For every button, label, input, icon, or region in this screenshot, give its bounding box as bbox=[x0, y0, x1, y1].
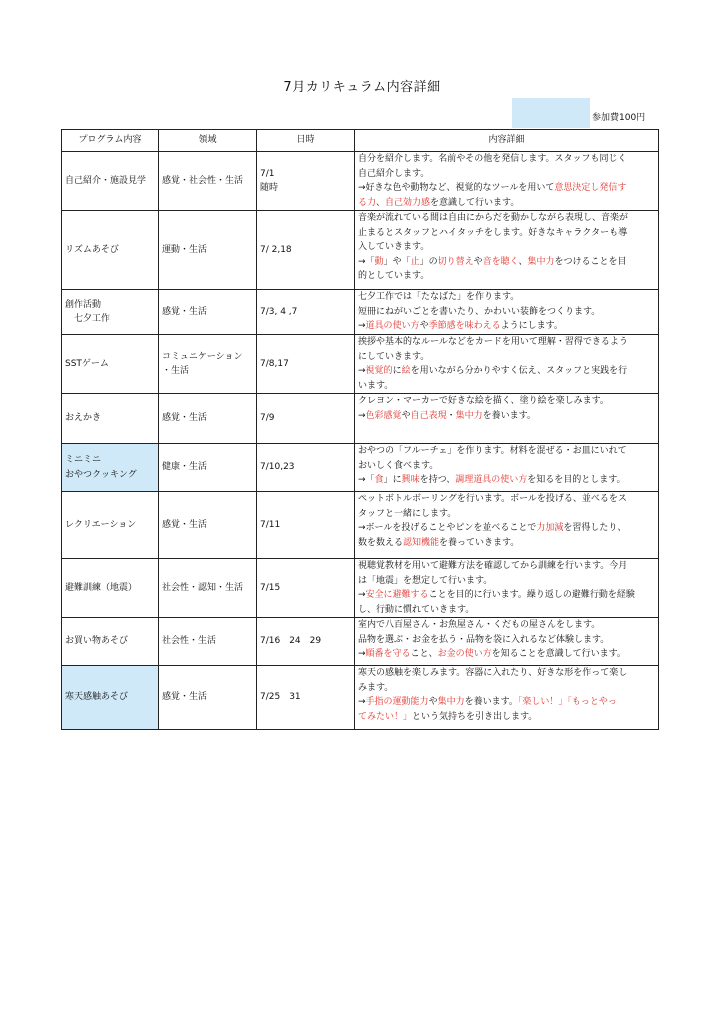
highlight-text: 認知機能 bbox=[403, 537, 440, 548]
detail-line bbox=[358, 459, 655, 474]
highlight-text: 「楽しい！」「もっとやっ bbox=[517, 697, 617, 707]
date-cell bbox=[257, 666, 355, 730]
detail-line bbox=[358, 647, 655, 662]
detail-text: →ボールを投げることやピンを並べることで bbox=[358, 523, 537, 533]
date-cell bbox=[257, 211, 355, 290]
cell-line: 避難訓練（地震） bbox=[65, 582, 138, 593]
detail-line bbox=[358, 226, 655, 241]
header-domain: 領域 bbox=[159, 130, 257, 152]
cell-line: 感覚・社会性・生活 bbox=[162, 175, 244, 186]
table-row bbox=[62, 444, 659, 492]
cell-line: ミニミニ bbox=[65, 455, 102, 465]
domain-cell bbox=[159, 152, 257, 211]
detail-text: を養います。 bbox=[482, 410, 536, 421]
domain-cell bbox=[159, 559, 257, 618]
detail-line bbox=[358, 681, 655, 696]
cell-line: おやつクッキング bbox=[65, 469, 137, 480]
detail-text: います。 bbox=[358, 380, 394, 391]
cell-line: 7/ 2,18 bbox=[260, 244, 292, 255]
highlight-text: 絵 bbox=[401, 366, 411, 376]
curriculum-table bbox=[61, 129, 659, 730]
cell-line: 随時 bbox=[260, 183, 279, 193]
detail-cell bbox=[355, 666, 659, 730]
table-row bbox=[62, 618, 659, 666]
detail-text: → bbox=[358, 366, 366, 376]
detail-text: みます。 bbox=[358, 682, 394, 693]
highlight-text: 自己効力感 bbox=[385, 197, 431, 208]
cell-line: 感覚・生活 bbox=[162, 692, 208, 703]
detail-text: 挨拶や基本的なルールなどをカードを用いて理解・習得できるよう bbox=[358, 337, 628, 347]
detail-text: 視聴覚教材を用いて避難方法を確認してから訓練を行います。今月 bbox=[358, 561, 628, 571]
table-header-row bbox=[62, 130, 659, 152]
highlight-text: 道具の使い方 bbox=[365, 321, 420, 331]
detail-line bbox=[358, 255, 655, 270]
detail-cell bbox=[355, 152, 659, 211]
detail-text: 自己紹介します。 bbox=[358, 168, 430, 179]
detail-text: を養っていきます。 bbox=[439, 537, 520, 548]
detail-text: を意識して行います。 bbox=[430, 197, 520, 208]
date-cell bbox=[257, 394, 355, 444]
detail-text: → bbox=[358, 590, 366, 600]
program-cell bbox=[62, 666, 159, 730]
detail-text: 」の bbox=[419, 256, 438, 267]
domain-cell bbox=[159, 290, 257, 335]
domain-cell bbox=[159, 618, 257, 666]
detail-text: や bbox=[401, 410, 411, 421]
cell-line: コミュニケーション bbox=[162, 351, 243, 362]
domain-cell bbox=[159, 444, 257, 492]
detail-line bbox=[358, 409, 655, 424]
cell-line: 感覚・生活 bbox=[162, 306, 208, 317]
detail-text: 自分を紹介します。名前やその他を発信します。スタッフも同じく bbox=[358, 154, 627, 164]
cell-line: 創作活動 bbox=[65, 299, 102, 310]
program-cell bbox=[62, 152, 159, 211]
cell-line: 7/16 24 29 bbox=[260, 636, 322, 647]
detail-line bbox=[358, 319, 655, 334]
detail-cell bbox=[355, 559, 659, 618]
program-cell bbox=[62, 394, 159, 444]
cell-line: リズムあそび bbox=[65, 244, 119, 255]
highlight-text: 季節感を味わえる bbox=[428, 321, 501, 331]
cell-line: 社会性・生活 bbox=[162, 636, 217, 647]
highlight-text: 順番を守る bbox=[365, 649, 411, 659]
detail-line bbox=[358, 394, 655, 409]
cell-line: 運動・生活 bbox=[162, 244, 208, 255]
detail-text: → bbox=[358, 321, 366, 331]
date-cell bbox=[257, 618, 355, 666]
detail-text: に bbox=[392, 366, 402, 376]
detail-text: をつけることを目 bbox=[554, 256, 627, 267]
detail-text: ことを目的に行います。繰り返しの避難行動を経験 bbox=[428, 590, 635, 600]
detail-line bbox=[358, 536, 655, 551]
highlight-text: 興味 bbox=[401, 475, 420, 485]
table-row bbox=[62, 559, 659, 618]
header-date: 日時 bbox=[257, 130, 355, 152]
highlight-text: 止 bbox=[410, 256, 420, 267]
detail-text: おやつの「フルーチェ」を作ります。材料を混ぜる・お皿にいれて bbox=[358, 446, 627, 456]
detail-text: 短冊にねがいごとを書いたり、かわいい装飾をつくります。 bbox=[358, 306, 601, 317]
detail-cell bbox=[355, 211, 659, 290]
table-row bbox=[62, 211, 659, 290]
detail-line bbox=[358, 666, 655, 681]
page-title: 7月カリキュラム内容詳細 bbox=[283, 80, 441, 95]
cell-line: 7/8,17 bbox=[260, 358, 289, 369]
detail-line bbox=[358, 364, 655, 379]
detail-cell bbox=[355, 290, 659, 335]
table-row bbox=[62, 152, 659, 211]
table-row bbox=[62, 394, 659, 444]
detail-text: を持つ、 bbox=[419, 475, 456, 485]
program-cell bbox=[62, 559, 159, 618]
detail-line bbox=[358, 633, 655, 648]
detail-line bbox=[358, 588, 655, 603]
detail-text: → bbox=[358, 697, 366, 707]
table-row bbox=[62, 290, 659, 335]
detail-text: ペットボトルボーリングを行います。ボールを投げる、並べるをス bbox=[358, 494, 627, 504]
detail-text: は「地震」を想定して行います。 bbox=[358, 575, 493, 586]
highlight-text: 自己表現 bbox=[410, 410, 447, 421]
highlight-text: 安全に避難する bbox=[365, 590, 429, 600]
header-detail: 内容詳細 bbox=[355, 130, 659, 152]
domain-cell bbox=[159, 394, 257, 444]
table-row bbox=[62, 335, 659, 394]
detail-line bbox=[358, 290, 655, 305]
detail-line bbox=[358, 507, 655, 522]
detail-text: →好きな色や動物など、視覚的なツールを用いて bbox=[358, 183, 555, 193]
detail-text: 音楽が流れている間は自由にからだを動かしながら表現し、音楽が bbox=[358, 213, 629, 223]
detail-line bbox=[358, 618, 655, 633]
cell-line: 7/15 bbox=[260, 582, 281, 593]
detail-line bbox=[358, 444, 655, 459]
detail-text: という気持ちを引き出します。 bbox=[412, 711, 538, 722]
detail-line bbox=[358, 240, 655, 255]
fee-highlight-box bbox=[512, 98, 590, 128]
cell-line: 7/25 31 bbox=[260, 692, 301, 703]
detail-cell bbox=[355, 335, 659, 394]
program-cell bbox=[62, 492, 159, 559]
detail-text: 寒天の感触を楽しみます。容器に入れたり、好きな形を作って楽し bbox=[358, 668, 628, 678]
highlight-text: 色彩感覚 bbox=[365, 410, 402, 421]
detail-text: 入していきます。 bbox=[358, 242, 430, 252]
detail-text: こと、 bbox=[410, 649, 438, 659]
detail-text: 数を数える bbox=[358, 537, 404, 548]
highlight-text: 力加減 bbox=[536, 523, 564, 533]
program-cell bbox=[62, 290, 159, 335]
domain-cell bbox=[159, 666, 257, 730]
cell-line: 感覚・生活 bbox=[162, 413, 208, 424]
detail-text: を知るを目的とします。 bbox=[527, 475, 626, 485]
detail-line bbox=[358, 181, 655, 196]
detail-line bbox=[358, 710, 655, 725]
domain-cell bbox=[159, 211, 257, 290]
detail-line bbox=[358, 167, 655, 182]
highlight-text: 動 bbox=[374, 256, 384, 267]
cell-line: おえかき bbox=[65, 413, 102, 424]
detail-text: を用いながら分かりやすく伝え、スタッフと実践を行 bbox=[410, 366, 628, 376]
cell-line: ・生活 bbox=[162, 366, 190, 376]
detail-text: し、行動に慣れていきます。 bbox=[358, 604, 475, 615]
cell-line: レクリエーション bbox=[65, 519, 137, 530]
detail-line bbox=[358, 335, 655, 350]
detail-text: 品物を選ぶ・お金を払う・品物を袋に入れるなど体験します。 bbox=[358, 634, 610, 645]
cell-line: 自己紹介・施設見学 bbox=[65, 175, 147, 186]
cell-line: 社会性・認知・生活 bbox=[162, 582, 244, 593]
highlight-text: 集中力 bbox=[527, 256, 555, 267]
detail-text: 的としています。 bbox=[358, 271, 430, 281]
detail-text: や bbox=[419, 321, 429, 331]
cell-line: 七夕工作 bbox=[65, 314, 111, 324]
detail-text: 、 bbox=[376, 197, 386, 208]
cell-line: 7/11 bbox=[260, 519, 281, 530]
domain-cell bbox=[159, 492, 257, 559]
highlight-text: 視覚的 bbox=[365, 366, 393, 376]
highlight-text: お金の使い方 bbox=[437, 649, 492, 659]
date-cell bbox=[257, 444, 355, 492]
detail-line bbox=[358, 492, 655, 507]
detail-text: 止まるとスタッフとハイタッチをします。好きなキャラクターも導 bbox=[358, 227, 628, 238]
date-cell bbox=[257, 152, 355, 211]
detail-line bbox=[358, 152, 655, 167]
detail-text: →「 bbox=[358, 256, 375, 267]
highlight-text: 調理道具の使い方 bbox=[455, 475, 528, 485]
date-cell bbox=[257, 335, 355, 394]
detail-cell bbox=[355, 394, 659, 444]
cell-line: 感覚・生活 bbox=[162, 519, 208, 530]
detail-line bbox=[358, 379, 655, 394]
detail-text: ようにします。 bbox=[500, 321, 563, 331]
detail-text: クレヨン・マーカーで好きな絵を描く、塗り絵を楽しみます。 bbox=[358, 396, 609, 406]
cell-line: お買い物あそび bbox=[65, 636, 129, 647]
detail-cell bbox=[355, 444, 659, 492]
detail-line bbox=[358, 305, 655, 320]
highlight-text: てみたい！」 bbox=[358, 711, 413, 722]
cell-line: 健康・生活 bbox=[162, 462, 208, 473]
highlight-text: 意思決定し発信す bbox=[554, 183, 627, 193]
domain-cell bbox=[159, 335, 257, 394]
highlight-text: 切り替え bbox=[437, 256, 474, 267]
cell-line: 7/10,23 bbox=[260, 462, 295, 473]
header-program: プログラム内容 bbox=[62, 130, 159, 152]
detail-text: ・ bbox=[446, 410, 456, 421]
detail-line bbox=[358, 196, 655, 211]
detail-text: 」に bbox=[383, 475, 402, 485]
program-cell bbox=[62, 211, 159, 290]
detail-line bbox=[358, 269, 655, 284]
detail-text: を養います。 bbox=[464, 697, 518, 707]
detail-line bbox=[358, 559, 655, 574]
date-cell bbox=[257, 559, 355, 618]
detail-line bbox=[358, 211, 655, 226]
program-cell bbox=[62, 444, 159, 492]
detail-text: 」や「 bbox=[383, 256, 411, 267]
detail-text: 室内で八百屋さん・お魚屋さん・くだもの屋さんをします。 bbox=[358, 620, 601, 630]
table-row bbox=[62, 492, 659, 559]
cell-line: 7/1 bbox=[260, 168, 275, 179]
detail-text: を知ることを意識して行います。 bbox=[491, 649, 626, 659]
program-cell bbox=[62, 335, 159, 394]
table-row bbox=[62, 666, 659, 730]
date-cell bbox=[257, 290, 355, 335]
detail-text: おいしく食べます。 bbox=[358, 460, 439, 471]
detail-text: や bbox=[473, 256, 483, 267]
detail-text: → bbox=[358, 410, 366, 421]
detail-line bbox=[358, 521, 655, 536]
detail-cell bbox=[355, 492, 659, 559]
highlight-text: る力 bbox=[358, 197, 377, 208]
detail-line bbox=[358, 603, 655, 618]
detail-text: タッフと一緒にします。 bbox=[358, 508, 457, 519]
cell-line: 寒天感触あそび bbox=[65, 692, 129, 703]
highlight-text: 食 bbox=[374, 475, 384, 485]
cell-line: SSTゲーム bbox=[65, 358, 109, 369]
highlight-text: 手指の運動能力 bbox=[365, 697, 429, 707]
detail-line bbox=[358, 574, 655, 589]
detail-cell bbox=[355, 618, 659, 666]
fee-label: 参加費100円 bbox=[592, 113, 646, 123]
detail-text: 、 bbox=[518, 256, 528, 267]
detail-text: を習得したり、 bbox=[563, 523, 627, 533]
detail-line bbox=[358, 695, 655, 710]
highlight-text: 集中力 bbox=[437, 697, 465, 707]
program-cell bbox=[62, 618, 159, 666]
highlight-text: 集中力 bbox=[455, 410, 483, 421]
date-cell bbox=[257, 492, 355, 559]
detail-text: → bbox=[358, 649, 366, 659]
detail-text: や bbox=[428, 697, 438, 707]
detail-line bbox=[358, 473, 655, 488]
detail-text: →「 bbox=[358, 475, 375, 485]
cell-line: 7/9 bbox=[260, 413, 275, 424]
detail-text: 七夕工作では「たなばた」を作ります。 bbox=[358, 292, 520, 302]
detail-text: にしていきます。 bbox=[358, 351, 430, 362]
cell-line: 7/3, 4 ,7 bbox=[260, 306, 298, 317]
detail-line bbox=[358, 350, 655, 365]
highlight-text: 音を聴く bbox=[482, 256, 519, 267]
